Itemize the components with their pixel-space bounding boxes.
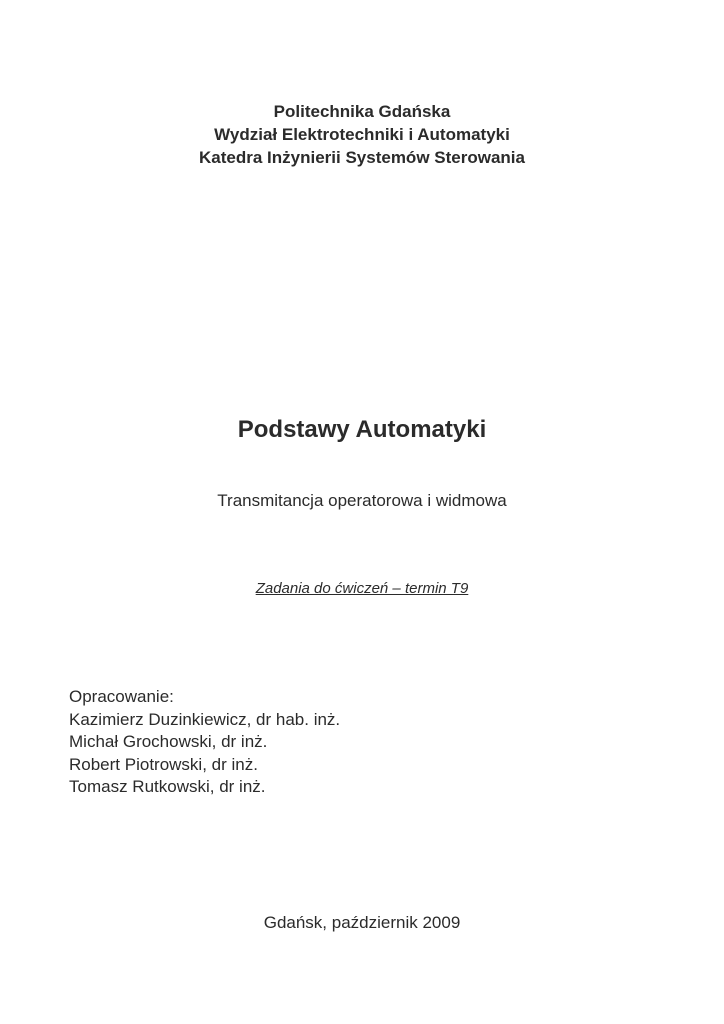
institution-header — [0, 100, 724, 169]
document-title: Podstawy Automatyki — [237, 416, 487, 443]
author-item: Robert Piotrowski, dr inż. — [69, 754, 258, 774]
authors-label: Opracowanie: — [69, 687, 174, 706]
author-item: Tomasz Rutkowski, dr inż. — [69, 777, 266, 796]
authors-block — [69, 686, 340, 799]
place-date: Gdańsk, październik 2009 — [263, 913, 461, 932]
faculty-name: Wydział Elektrotechniki i Automatyki — [214, 125, 510, 144]
department-name: Katedra Inżynierii Systemów Sterowania — [199, 148, 525, 167]
author-item: Kazimierz Duzinkiewicz, dr hab. inż. — [69, 709, 341, 729]
exercise-note: Zadania do ćwiczeń – termin T9 — [255, 580, 469, 597]
author-item: Michał Grochowski, dr inż. — [69, 732, 268, 751]
university-name: Politechnika Gdańska — [273, 102, 451, 121]
document-subtitle: Transmitancja operatorowa i widmowa — [217, 491, 507, 510]
